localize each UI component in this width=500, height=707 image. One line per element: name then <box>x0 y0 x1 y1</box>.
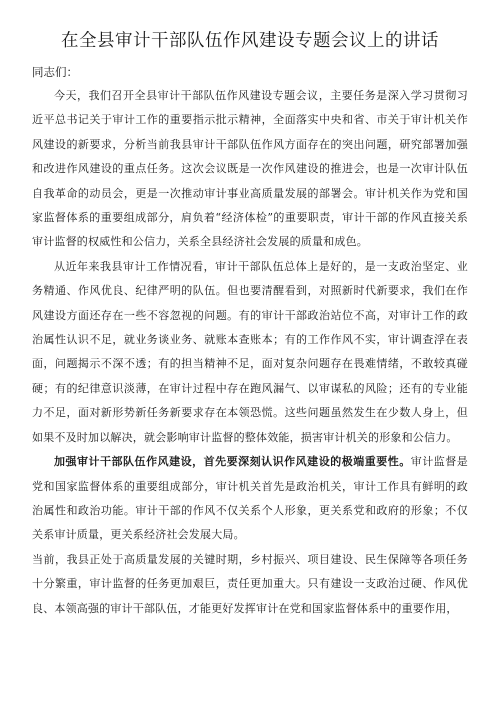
paragraph-3-lead: 加强审计干部队伍作风建设，首先要深刻认识作风建设的极端重要性。 <box>54 455 411 469</box>
paragraph-3 <box>32 450 468 548</box>
paragraph-1: 今天，我们召开全县审计干部队伍作风建设专题会议，主要任务是深入学习贯彻习近平总书记关于审计工作的重要指示批示精神，全面落实中央和省、市关于审计机关作风建设的新要求，分析当前我县审计干部队伍作风方面存在的突出问题，研究部署加强和改进作风建设的重点任务。这次会议既是一次作风建设的推进会，也是一次审计队伍自我革命的动员会，更是一次推动审计事业高质量发展的部署会。审计机关作为党和国家监督体系的重要组成部分，肩负着“经济体检”的重要职责，审计干部的作风直接关系审计监督的权威性和公信力，关系全县经济社会发展的质量和成色。 <box>32 89 468 249</box>
salutation: 同志们： <box>32 65 78 79</box>
document-title: 在全县审计干部队伍作风建设专题会议上的讲话 <box>61 31 439 51</box>
paragraph-4: 当前，我县正处于高质量发展的关键时期，乡村振兴、项目建设、民生保障等各项任务十分繁重，审计监督的任务更加艰巨，责任更加重大。只有建设一支政治过硬、作风优良、本领高强的审计干部队伍，才能更好发挥审计在党和国家监督体系中的重要作用， <box>32 552 468 615</box>
paragraph-3-body: 审计监督是党和国家监督体系的重要组成部分，审计机关首先是政治机关，审计工作具有鲜明的政治属性和政治功能。审计干部的作风不仅关系个人形象，更关系党和政府的形象；不仅关系审计质量，更关系经济社会发展大局。 <box>32 455 468 542</box>
paragraph-2: 从近年来我县审计工作情况看，审计干部队伍总体上是好的，是一支政治坚定、业务精通、作风优良、纪律严明的队伍。但也要清醒看到，对照新时代新要求，我们在作风建设方面还存在一些不容忽视的问题。有的审计干部政治站位不高，对审计工作的政治属性认识不足，就业务谈业务、就账本查账本；有的工作作风不实，审计调查浮在表面，问题揭示不深不透；有的担当精神不足，面对复杂问题存在畏难情绪，不敢较真碰硬；有的纪律意识淡薄，在审计过程中存在跑风漏气、以审谋私的风险；还有的专业能力不足，面对新形势新任务新要求存在本领恐慌。这些问题虽然发生在少数人身上，但如果不及时加以解决，就会影响审计监督的整体效能，损害审计机关的形象和公信力。 <box>32 259 468 444</box>
